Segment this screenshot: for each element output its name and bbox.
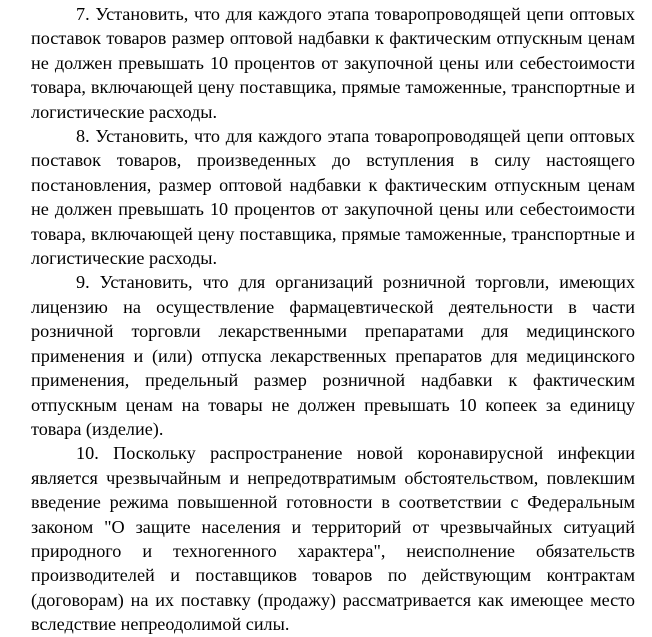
paragraph-7: 7. Установить, что для каждого этапа товаропроводящей цепи оптовых поставок товаров размер оптовой надбавки к фактическим отпускным ценам не должен превышать 10 процентов от закупочной цены или себестоимости товара, включающей цену поставщика, прямые таможенные, транспортные и логистические расходы. — [31, 4, 635, 122]
paragraph-10: 10. Поскольку распространение новой коронавирусной инфекции является чрезвычайным и непредотвратимым обстоятельством, повлекшим введение режима повышенной готовности в соответствии с Федеральным законом "О защите населения и территорий от чрезвычайных ситуаций природного и техногенного характера", неисполнение обязательств производителей и поставщиков товаров по действующим контрактам (договорам) на их поставку (продажу) рассматривается как имеющее место вследствие непреодолимой силы. — [31, 443, 635, 635]
paragraph-9: 9. Установить, что для организаций розничной торговли, имеющих лицензию на осуществление фармацевтической деятельности в части розничной торговли лекарственными препаратами для медицинского применения и (или) отпуска лекарственных препаратов для медицинского применения, предельный размер розничной надбавки к фактическим отпускным ценам на товары не должен превышать 10 копеек за единицу товара (изделие). — [31, 272, 635, 439]
paragraph-8: 8. Установить, что для каждого этапа товаропроводящей цепи оптовых поставок товаров, произведенных до вступления в силу настоящего постановления, размер оптовой надбавки к фактическим отпускным ценам не должен превышать 10 процентов от закупочной цены или себестоимости товара, включающей цену поставщика, прямые таможенные, транспортные и логистические расходы. — [31, 126, 635, 269]
